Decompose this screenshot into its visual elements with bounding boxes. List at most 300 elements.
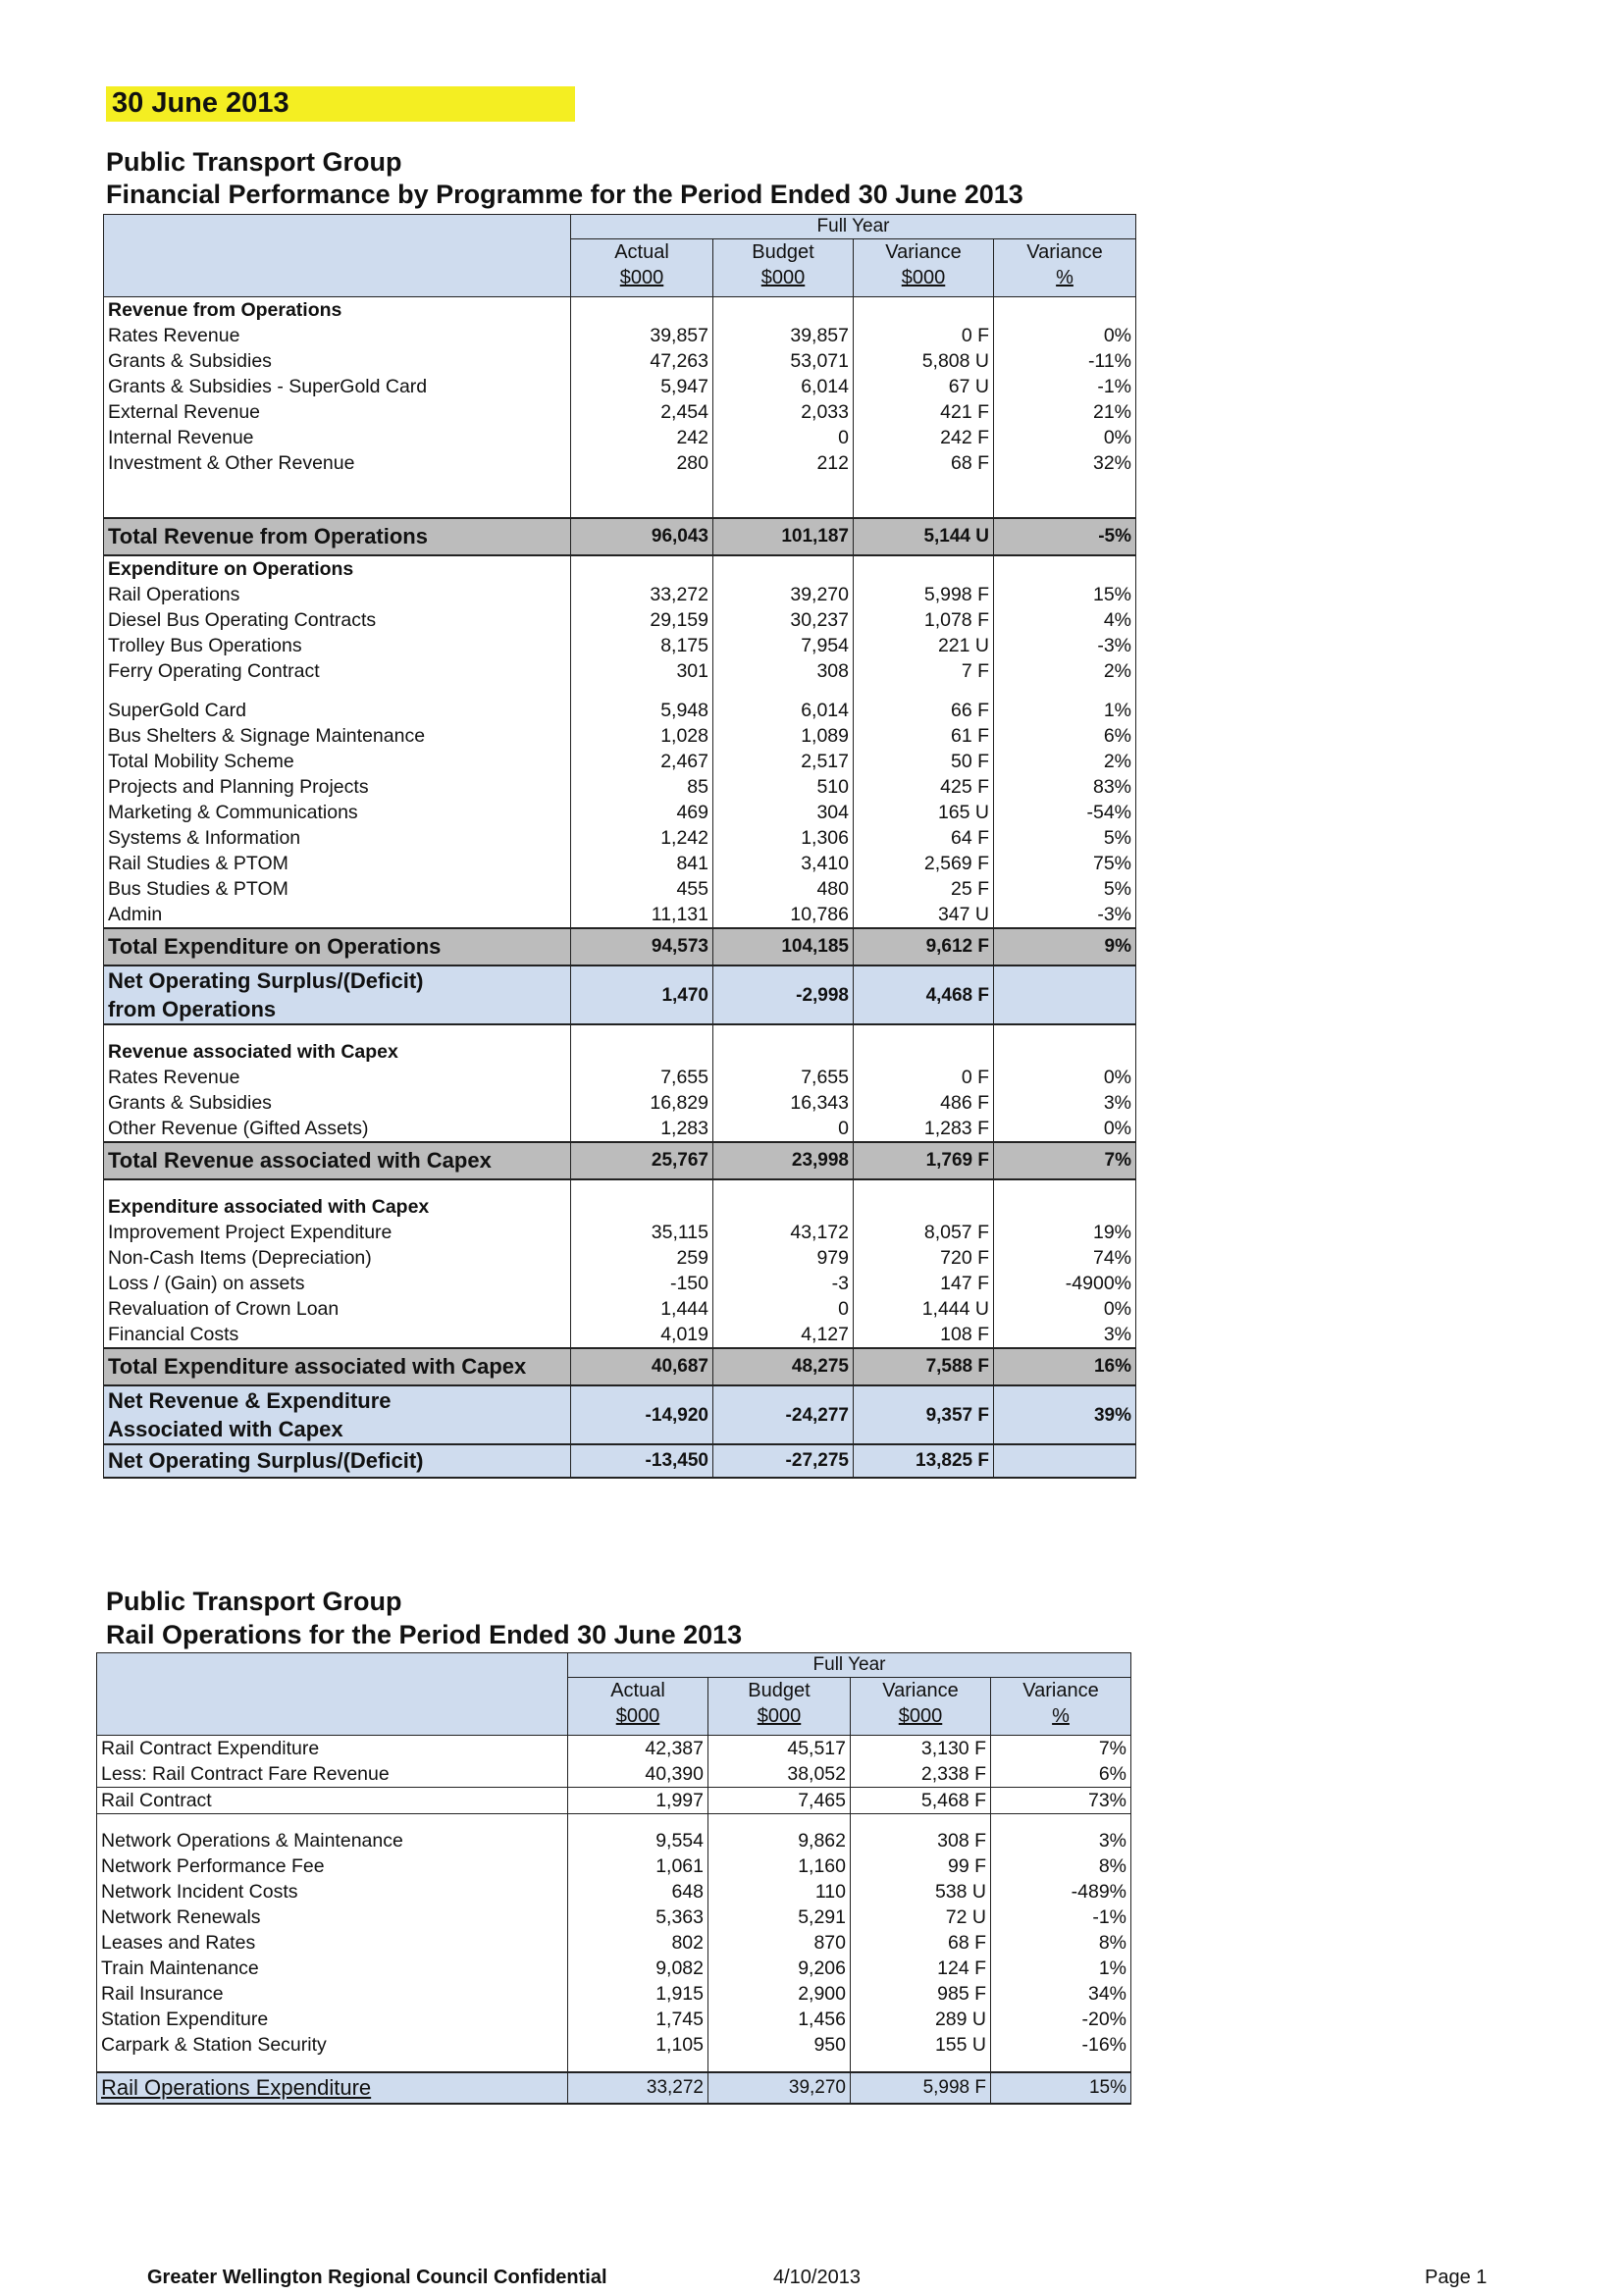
actual-value: 841 <box>571 851 713 876</box>
section-heading: Revenue from Operations <box>104 297 571 324</box>
variance-value: 108 F <box>854 1322 994 1348</box>
row-label: Net Operating Surplus/(Deficit) <box>104 1444 571 1478</box>
actual-value: 2,467 <box>571 749 713 774</box>
budget-value: 0 <box>713 1296 854 1322</box>
data-row <box>97 1736 1131 1762</box>
variance-pct: 3% <box>994 1322 1136 1348</box>
actual-value: 259 <box>571 1245 713 1271</box>
variance-value: 7 F <box>854 658 994 684</box>
variance-pct: -16% <box>991 2032 1131 2058</box>
full-year-label: Full Year <box>571 215 1136 239</box>
variance-value: 289 U <box>851 2007 991 2032</box>
variance-pct: -11% <box>994 348 1136 374</box>
actual-value: 5,948 <box>571 698 713 723</box>
actual-value: 4,019 <box>571 1322 713 1348</box>
budget-value: 2,900 <box>708 1981 851 2007</box>
table1-title: Financial Performance by Programme for the Period Ended 30 June 2013 <box>106 180 1023 209</box>
budget-value: 39,857 <box>713 323 854 348</box>
column-header-line1: Variance <box>882 1680 959 1701</box>
variance-pct: 73% <box>991 1788 1131 1814</box>
data-row <box>104 876 1136 902</box>
variance-value: 538 U <box>851 1879 991 1905</box>
actual-value: 96,043 <box>571 518 713 555</box>
actual-value: 85 <box>571 774 713 800</box>
column-header <box>994 239 1136 297</box>
row-label: Rates Revenue <box>104 1065 571 1090</box>
variance-value: 67 U <box>854 374 994 399</box>
table2-title: Rail Operations for the Period Ended 30 June 2013 <box>106 1620 743 1649</box>
variance-pct: 0% <box>994 323 1136 348</box>
row-label: Marketing & Communications <box>104 800 571 825</box>
variance-value: 486 F <box>854 1090 994 1116</box>
actual-value: 16,829 <box>571 1090 713 1116</box>
variance-pct: 5% <box>994 825 1136 851</box>
variance-pct: 0% <box>994 1296 1136 1322</box>
budget-value: 4,127 <box>713 1322 854 1348</box>
variance-pct: 7% <box>994 1142 1136 1179</box>
actual-value: 802 <box>568 1930 708 1956</box>
variance-value: 0 F <box>854 1065 994 1090</box>
actual-value: 33,272 <box>571 582 713 607</box>
budget-value: 45,517 <box>708 1736 851 1762</box>
column-header-unit: $000 <box>760 267 806 288</box>
variance-value: 4,468 F <box>854 965 994 1024</box>
variance-value: 165 U <box>854 800 994 825</box>
budget-value: -27,275 <box>713 1444 854 1478</box>
table2-group: Public Transport Group <box>106 1587 402 1616</box>
variance-pct: 21% <box>994 399 1136 425</box>
variance-value: 68 F <box>854 450 994 476</box>
variance-value: 308 F <box>851 1828 991 1853</box>
variance-value: 221 U <box>854 633 994 658</box>
row-label: Rail Studies & PTOM <box>104 851 571 876</box>
row-label: Investment & Other Revenue <box>104 450 571 476</box>
budget-value: 5,291 <box>708 1905 851 1930</box>
data-row <box>104 928 1136 965</box>
actual-value: 9,554 <box>568 1828 708 1853</box>
row-label: Station Expenditure <box>97 2007 568 2032</box>
footer-org: Greater Wellington Regional Council Confidential <box>147 2267 607 2288</box>
net-label <box>104 965 571 1024</box>
data-row <box>97 2032 1131 2058</box>
variance-pct: 9% <box>994 928 1136 965</box>
data-row <box>104 348 1136 374</box>
variance-pct: 16% <box>994 1348 1136 1385</box>
variance-value: 3,130 F <box>851 1736 991 1762</box>
variance-pct: -3% <box>994 633 1136 658</box>
column-header-unit: $000 <box>898 1705 943 1727</box>
data-row <box>104 1444 1136 1478</box>
data-row <box>104 518 1136 555</box>
data-row <box>97 1981 1131 2007</box>
row-label: Rail Contract Expenditure <box>97 1736 568 1762</box>
variance-value: 1,078 F <box>854 607 994 633</box>
variance-value: 5,468 F <box>851 1788 991 1814</box>
actual-value: 40,390 <box>568 1761 708 1788</box>
variance-pct: 6% <box>994 723 1136 749</box>
row-label: Loss / (Gain) on assets <box>104 1271 571 1296</box>
actual-value: 455 <box>571 876 713 902</box>
net-label-line1: Net Operating Surplus/(Deficit) <box>108 968 424 993</box>
column-header-line1: Actual <box>614 241 669 263</box>
actual-value: 1,242 <box>571 825 713 851</box>
row-label: Diesel Bus Operating Contracts <box>104 607 571 633</box>
actual-value: 39,857 <box>571 323 713 348</box>
data-row <box>104 723 1136 749</box>
variance-value: 124 F <box>851 1956 991 1981</box>
variance-pct: 3% <box>994 1090 1136 1116</box>
variance-pct: 2% <box>994 658 1136 684</box>
budget-value: 1,160 <box>708 1853 851 1879</box>
actual-value: 11,131 <box>571 902 713 928</box>
row-label: Total Expenditure associated with Capex <box>104 1348 571 1385</box>
actual-value: -14,920 <box>571 1385 713 1444</box>
budget-value: 104,185 <box>713 928 854 965</box>
data-row <box>104 698 1136 723</box>
variance-value: 99 F <box>851 1853 991 1879</box>
actual-value: 1,470 <box>571 965 713 1024</box>
budget-value: 3,410 <box>713 851 854 876</box>
data-row <box>104 825 1136 851</box>
actual-value: 301 <box>571 658 713 684</box>
net-label-line2: from Operations <box>108 997 277 1021</box>
variance-value: 1,769 F <box>854 1142 994 1179</box>
row-label: Leases and Rates <box>97 1930 568 1956</box>
spacer-row <box>97 1814 1131 1829</box>
column-header <box>713 239 854 297</box>
row-label: External Revenue <box>104 399 571 425</box>
rail-operations-table <box>96 1652 1131 2105</box>
budget-value: 7,954 <box>713 633 854 658</box>
column-header-unit: $000 <box>619 267 664 288</box>
footer-page: Page 1 <box>1425 2267 1488 2288</box>
budget-value: 16,343 <box>713 1090 854 1116</box>
variance-value: 347 U <box>854 902 994 928</box>
data-row <box>104 1322 1136 1348</box>
row-label: Financial Costs <box>104 1322 571 1348</box>
variance-pct: 2% <box>994 749 1136 774</box>
column-header-unit: $000 <box>615 1705 660 1727</box>
data-row <box>104 1296 1136 1322</box>
net-row <box>104 965 1136 1024</box>
variance-pct: 6% <box>991 1761 1131 1788</box>
data-row <box>97 1853 1131 1879</box>
section-heading-row <box>104 555 1136 582</box>
actual-value: 35,115 <box>571 1220 713 1245</box>
actual-value: 1,745 <box>568 2007 708 2032</box>
variance-pct: 15% <box>994 582 1136 607</box>
variance-pct: -20% <box>991 2007 1131 2032</box>
row-label: Internal Revenue <box>104 425 571 450</box>
variance-value: 425 F <box>854 774 994 800</box>
variance-value: 985 F <box>851 1981 991 2007</box>
variance-pct: 39% <box>994 1385 1136 1444</box>
row-label: Rates Revenue <box>104 323 571 348</box>
budget-value: 101,187 <box>713 518 854 555</box>
budget-value: 2,517 <box>713 749 854 774</box>
budget-value: -2,998 <box>713 965 854 1024</box>
variance-pct: 0% <box>994 1065 1136 1090</box>
variance-pct: 15% <box>991 2072 1131 2104</box>
actual-value: 1,444 <box>571 1296 713 1322</box>
variance-pct: -5% <box>994 518 1136 555</box>
variance-pct: 1% <box>994 698 1136 723</box>
budget-value: 212 <box>713 450 854 476</box>
budget-value: 43,172 <box>713 1220 854 1245</box>
variance-value: 421 F <box>854 399 994 425</box>
budget-value: 308 <box>713 658 854 684</box>
row-label: Projects and Planning Projects <box>104 774 571 800</box>
data-row <box>97 2072 1131 2104</box>
variance-pct: 34% <box>991 1981 1131 2007</box>
variance-pct: 83% <box>994 774 1136 800</box>
column-header-unit: % <box>1056 267 1073 288</box>
variance-value: 25 F <box>854 876 994 902</box>
budget-value: 1,456 <box>708 2007 851 2032</box>
actual-value: 280 <box>571 450 713 476</box>
data-row <box>104 1116 1136 1142</box>
variance-value: 7,588 F <box>854 1348 994 1385</box>
budget-value: 1,306 <box>713 825 854 851</box>
actual-value: 2,454 <box>571 399 713 425</box>
row-label: Less: Rail Contract Fare Revenue <box>97 1761 568 1788</box>
actual-value: 648 <box>568 1879 708 1905</box>
data-row <box>104 658 1136 684</box>
row-label: Total Mobility Scheme <box>104 749 571 774</box>
actual-value: 242 <box>571 425 713 450</box>
section-heading-row <box>104 1039 1136 1065</box>
budget-value: 979 <box>713 1245 854 1271</box>
row-label: Grants & Subsidies <box>104 1090 571 1116</box>
variance-value: 0 F <box>854 323 994 348</box>
column-header-line1: Budget <box>748 1680 811 1701</box>
data-row <box>104 633 1136 658</box>
variance-pct: 4% <box>994 607 1136 633</box>
row-label: Train Maintenance <box>97 1956 568 1981</box>
data-row <box>104 774 1136 800</box>
full-year-label: Full Year <box>568 1653 1131 1678</box>
budget-value: 9,862 <box>708 1828 851 1853</box>
section-heading-row <box>104 1194 1136 1220</box>
actual-value: 42,387 <box>568 1736 708 1762</box>
variance-pct <box>994 1444 1136 1478</box>
row-label: Admin <box>104 902 571 928</box>
row-label: Network Operations & Maintenance <box>97 1828 568 1853</box>
actual-value: 1,105 <box>568 2032 708 2058</box>
variance-value: 720 F <box>854 1245 994 1271</box>
variance-value: 68 F <box>851 1930 991 1956</box>
section-heading: Expenditure associated with Capex <box>104 1194 571 1220</box>
data-row <box>104 902 1136 928</box>
row-label: Grants & Subsidies - SuperGold Card <box>104 374 571 399</box>
column-header <box>991 1678 1131 1736</box>
variance-pct: 0% <box>994 425 1136 450</box>
data-row <box>104 749 1136 774</box>
row-label: Network Renewals <box>97 1905 568 1930</box>
data-row <box>104 1220 1136 1245</box>
row-label: Rail Contract <box>97 1788 568 1814</box>
variance-pct <box>994 965 1136 1024</box>
variance-value: 50 F <box>854 749 994 774</box>
data-row <box>104 425 1136 450</box>
actual-value: 1,061 <box>568 1853 708 1879</box>
actual-value: 94,573 <box>571 928 713 965</box>
column-header <box>708 1678 851 1736</box>
row-label: Total Revenue associated with Capex <box>104 1142 571 1179</box>
variance-value: 66 F <box>854 698 994 723</box>
budget-value: 53,071 <box>713 348 854 374</box>
actual-value: 25,767 <box>571 1142 713 1179</box>
actual-value: 5,363 <box>568 1905 708 1930</box>
spacer-row <box>104 684 1136 698</box>
data-row <box>97 1905 1131 1930</box>
footer-date: 4/10/2013 <box>773 2267 861 2288</box>
variance-pct: 32% <box>994 450 1136 476</box>
column-header-line1: Budget <box>752 241 814 263</box>
budget-value: -3 <box>713 1271 854 1296</box>
column-header <box>571 239 713 297</box>
data-row <box>97 1761 1131 1788</box>
variance-value: 13,825 F <box>854 1444 994 1478</box>
variance-pct: -3% <box>994 902 1136 928</box>
section-heading: Expenditure on Operations <box>104 555 571 582</box>
table1-group: Public Transport Group <box>106 147 402 177</box>
variance-pct: 7% <box>991 1736 1131 1762</box>
variance-value: 2,569 F <box>854 851 994 876</box>
variance-value: 155 U <box>851 2032 991 2058</box>
actual-value: 40,687 <box>571 1348 713 1385</box>
variance-value: 9,357 F <box>854 1385 994 1444</box>
data-row <box>97 1788 1131 1814</box>
actual-value: 29,159 <box>571 607 713 633</box>
column-header-line1: Variance <box>1022 1680 1099 1701</box>
variance-value: 1,283 F <box>854 1116 994 1142</box>
spacer-row <box>104 1179 1136 1194</box>
column-header-unit: % <box>1052 1705 1070 1727</box>
financial-performance-table <box>103 214 1136 1479</box>
budget-value: 870 <box>708 1930 851 1956</box>
variance-pct: 5% <box>994 876 1136 902</box>
budget-value: 0 <box>713 1116 854 1142</box>
data-row <box>104 399 1136 425</box>
row-label: Bus Studies & PTOM <box>104 876 571 902</box>
data-row <box>104 1142 1136 1179</box>
row-label: Total Revenue from Operations <box>104 518 571 555</box>
actual-value: -150 <box>571 1271 713 1296</box>
variance-value: 2,338 F <box>851 1761 991 1788</box>
column-header-row <box>97 1678 1131 1736</box>
full-year-header-row <box>104 215 1136 239</box>
spacer-row <box>104 1024 1136 1039</box>
budget-value: 510 <box>713 774 854 800</box>
data-row <box>104 1348 1136 1385</box>
row-label: Rail Operations <box>104 582 571 607</box>
budget-value: 304 <box>713 800 854 825</box>
data-row <box>104 1271 1136 1296</box>
spacer-row <box>104 476 1136 518</box>
variance-value: 5,998 F <box>854 582 994 607</box>
data-row <box>97 2007 1131 2032</box>
variance-pct: 0% <box>994 1116 1136 1142</box>
budget-value: 950 <box>708 2032 851 2058</box>
column-header-row <box>104 239 1136 297</box>
data-row <box>97 1879 1131 1905</box>
net-label-line1: Net Revenue & Expenditure <box>108 1388 392 1413</box>
data-row <box>104 450 1136 476</box>
date-highlight <box>106 86 575 122</box>
column-header-unit: $000 <box>901 267 946 288</box>
full-year-header-row <box>97 1653 1131 1678</box>
budget-value: 2,033 <box>713 399 854 425</box>
row-label: Ferry Operating Contract <box>104 658 571 684</box>
column-header <box>851 1678 991 1736</box>
variance-value: 1,444 U <box>854 1296 994 1322</box>
column-header-line1: Variance <box>1026 241 1103 263</box>
section-heading-row <box>104 297 1136 324</box>
variance-value: 147 F <box>854 1271 994 1296</box>
row-label: Trolley Bus Operations <box>104 633 571 658</box>
actual-value: 1,283 <box>571 1116 713 1142</box>
row-label: Other Revenue (Gifted Assets) <box>104 1116 571 1142</box>
variance-value: 64 F <box>854 825 994 851</box>
column-header-unit: $000 <box>757 1705 802 1727</box>
variance-value: 5,144 U <box>854 518 994 555</box>
column-header <box>854 239 994 297</box>
variance-pct: -1% <box>991 1905 1131 1930</box>
row-label: Rail Operations Expenditure <box>97 2072 568 2104</box>
row-label: Network Performance Fee <box>97 1853 568 1879</box>
data-row <box>104 1245 1136 1271</box>
actual-value: 5,947 <box>571 374 713 399</box>
row-label: Bus Shelters & Signage Maintenance <box>104 723 571 749</box>
budget-value: 0 <box>713 425 854 450</box>
variance-value: 242 F <box>854 425 994 450</box>
data-row <box>104 607 1136 633</box>
actual-value: 8,175 <box>571 633 713 658</box>
column-header-line1: Variance <box>885 241 962 263</box>
budget-value: 30,237 <box>713 607 854 633</box>
budget-value: -24,277 <box>713 1385 854 1444</box>
net-label-line2: Associated with Capex <box>108 1417 343 1441</box>
net-label <box>104 1385 571 1444</box>
variance-pct: 19% <box>994 1220 1136 1245</box>
row-label: Total Expenditure on Operations <box>104 928 571 965</box>
budget-value: 6,014 <box>713 374 854 399</box>
variance-pct: 8% <box>991 1853 1131 1879</box>
data-row <box>104 851 1136 876</box>
actual-value: 7,655 <box>571 1065 713 1090</box>
budget-value: 48,275 <box>713 1348 854 1385</box>
budget-value: 7,655 <box>713 1065 854 1090</box>
variance-pct: 74% <box>994 1245 1136 1271</box>
actual-value: 9,082 <box>568 1956 708 1981</box>
variance-pct: -489% <box>991 1879 1131 1905</box>
actual-value: 33,272 <box>568 2072 708 2104</box>
variance-pct: 75% <box>994 851 1136 876</box>
row-label: Systems & Information <box>104 825 571 851</box>
data-row <box>104 800 1136 825</box>
variance-value: 8,057 F <box>854 1220 994 1245</box>
data-row <box>97 1956 1131 1981</box>
variance-value: 5,998 F <box>851 2072 991 2104</box>
variance-pct: 8% <box>991 1930 1131 1956</box>
row-label: Improvement Project Expenditure <box>104 1220 571 1245</box>
section-heading: Revenue associated with Capex <box>104 1039 571 1065</box>
data-row <box>104 374 1136 399</box>
data-row <box>97 1930 1131 1956</box>
date-highlight-text: 30 June 2013 <box>112 87 289 119</box>
variance-value: 72 U <box>851 1905 991 1930</box>
